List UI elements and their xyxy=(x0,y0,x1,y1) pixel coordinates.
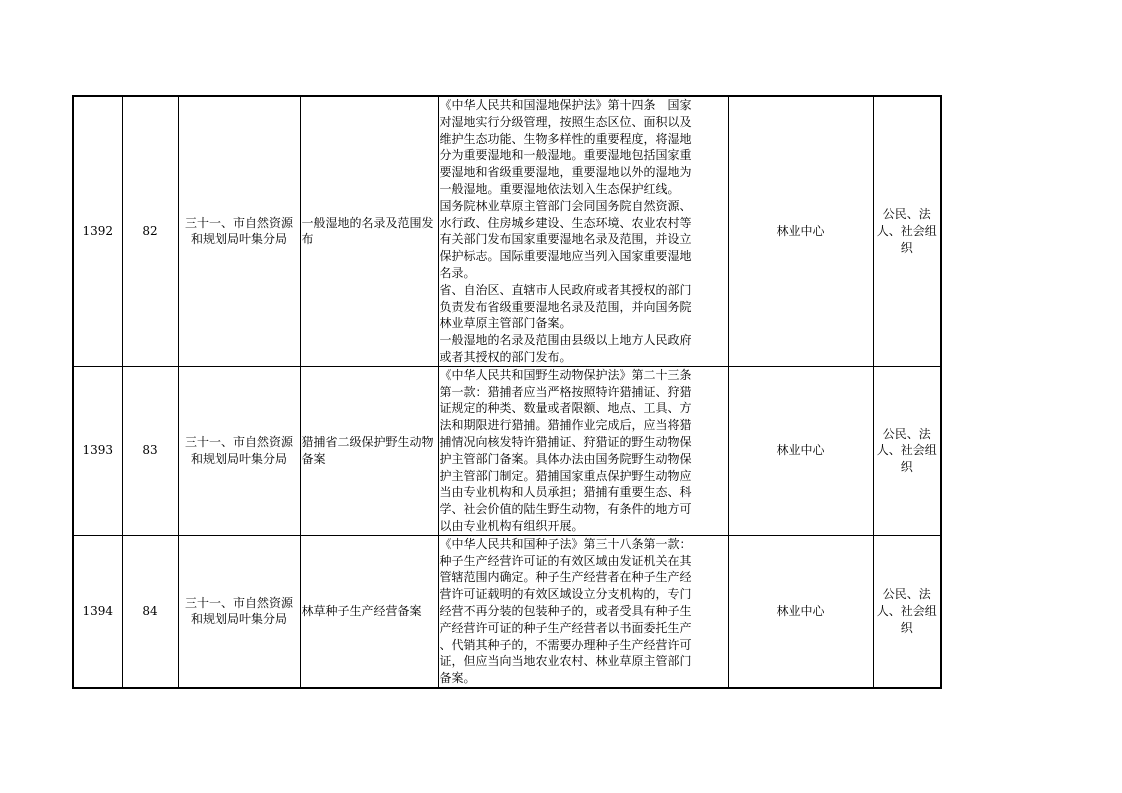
legal-basis-cell xyxy=(438,366,728,535)
basis-line: 产经营许可证的种子生产经营者以书面委托生产 xyxy=(439,620,692,635)
basis-line: 分为重要湿地和一般湿地。重要湿地包括国家重 xyxy=(439,148,692,163)
basis-line: 管辖范围内确定。种子生产经营者在种子生产经 xyxy=(439,570,692,585)
basis-line: 第一款：猎捕者应当严格按照特许猎捕证、狩猎 xyxy=(439,384,692,399)
basis-line: 《中华人民共和国湿地保护法》第十四条 国家 xyxy=(439,98,692,112)
service-object-cell: 公民、法人、社会组织 xyxy=(873,535,941,688)
basis-line: 证，但应当向当地农业农村、林业草原主管部门 xyxy=(439,654,692,669)
basis-line: 经营不再分装的包装种子的，或者受具有种子生 xyxy=(439,603,692,618)
sub-seq-cell: 83 xyxy=(122,366,178,535)
basis-line: 有关部门发布国家重要湿地名录及范围，并设立 xyxy=(439,232,692,247)
item-name-cell: 猎捕省二级保护野生动物备案 xyxy=(300,366,438,535)
basis-line: 一般湿地的名录及范围由县级以上地方人民政府 xyxy=(439,333,692,348)
basis-line: 法和期限进行猎捕。猎捕作业完成后，应当将猎 xyxy=(439,418,692,433)
legal-basis-cell xyxy=(438,535,728,688)
basis-line: 证规定的种类、数量或者限额、地点、工具、方 xyxy=(439,401,692,416)
basis-line: 、代销其种子的，不需要办理种子生产经营许可 xyxy=(439,637,692,652)
department-cell: 三十一、市自然资源和规划局叶集分局 xyxy=(178,96,300,366)
basis-line: 维护生态功能、生物多样性的重要程度，将湿地 xyxy=(439,131,692,146)
basis-line: 护主管部门制定。猎捕国家重点保护野生动物应 xyxy=(439,468,692,483)
item-name-cell: 林草种子生产经营备案 xyxy=(300,535,438,688)
table-row xyxy=(73,366,941,535)
power-list-table xyxy=(72,95,942,689)
implementing-unit-cell: 林业中心 xyxy=(728,96,873,366)
basis-line: 要湿地和省级重要湿地，重要湿地以外的湿地为 xyxy=(439,165,692,180)
legal-basis-cell xyxy=(438,96,728,366)
basis-line: 学、社会价值的陆生野生动物，有条件的地方可 xyxy=(439,502,692,517)
table-row xyxy=(73,96,941,366)
basis-line: 捕情况向核发特许猎捕证、狩猎证的野生动物保 xyxy=(439,434,692,449)
basis-line: 国务院林业草原主管部门会同国务院自然资源、 xyxy=(439,198,692,213)
sub-seq-cell: 84 xyxy=(122,535,178,688)
item-name-cell: 一般湿地的名录及范围发布 xyxy=(300,96,438,366)
basis-line: 《中华人民共和国野生动物保护法》第二十三条 xyxy=(439,367,692,382)
basis-line: 水行政、住房城乡建设、生态环境、农业农村等 xyxy=(439,215,692,230)
department-cell: 三十一、市自然资源和规划局叶集分局 xyxy=(178,535,300,688)
implementing-unit-cell: 林业中心 xyxy=(728,535,873,688)
service-object-cell: 公民、法人、社会组织 xyxy=(873,366,941,535)
implementing-unit-cell: 林业中心 xyxy=(728,366,873,535)
basis-line: 对湿地实行分级管理，按照生态区位、面积以及 xyxy=(439,114,692,129)
seq-cell: 1394 xyxy=(73,535,122,688)
basis-line: 以由专业机构有组织开展。 xyxy=(439,518,584,533)
department-cell: 三十一、市自然资源和规划局叶集分局 xyxy=(178,366,300,535)
basis-line: 《中华人民共和国种子法》第三十八条第一款： xyxy=(439,536,692,551)
basis-line: 林业草原主管部门备案。 xyxy=(439,316,572,331)
basis-line: 或者其授权的部门发布。 xyxy=(439,349,572,364)
basis-line: 保护标志。国际重要湿地应当列入国家重要湿地 xyxy=(439,249,692,264)
basis-line: 负责发布省级重要湿地名录及范围，并向国务院 xyxy=(439,299,692,314)
basis-line: 名录。 xyxy=(439,265,476,280)
table-row xyxy=(73,535,941,688)
seq-cell: 1392 xyxy=(73,96,122,366)
service-object-cell: 公民、法人、社会组织 xyxy=(873,96,941,366)
basis-line: 一般湿地。重要湿地依法划入生态保护红线。 xyxy=(439,181,680,196)
basis-line: 种子生产经营许可证的有效区域由发证机关在其 xyxy=(439,553,692,568)
sub-seq-cell: 82 xyxy=(122,96,178,366)
basis-line: 营许可证载明的有效区域设立分支机构的，专门 xyxy=(439,587,692,602)
basis-line: 当由专业机构和人员承担；猎捕有重要生态、科 xyxy=(439,485,692,500)
basis-line: 省、自治区、直辖市人民政府或者其授权的部门 xyxy=(439,282,692,297)
basis-line: 护主管部门备案。具体办法由国务院野生动物保 xyxy=(439,451,692,466)
seq-cell: 1393 xyxy=(73,366,122,535)
basis-line: 备案。 xyxy=(439,671,476,686)
